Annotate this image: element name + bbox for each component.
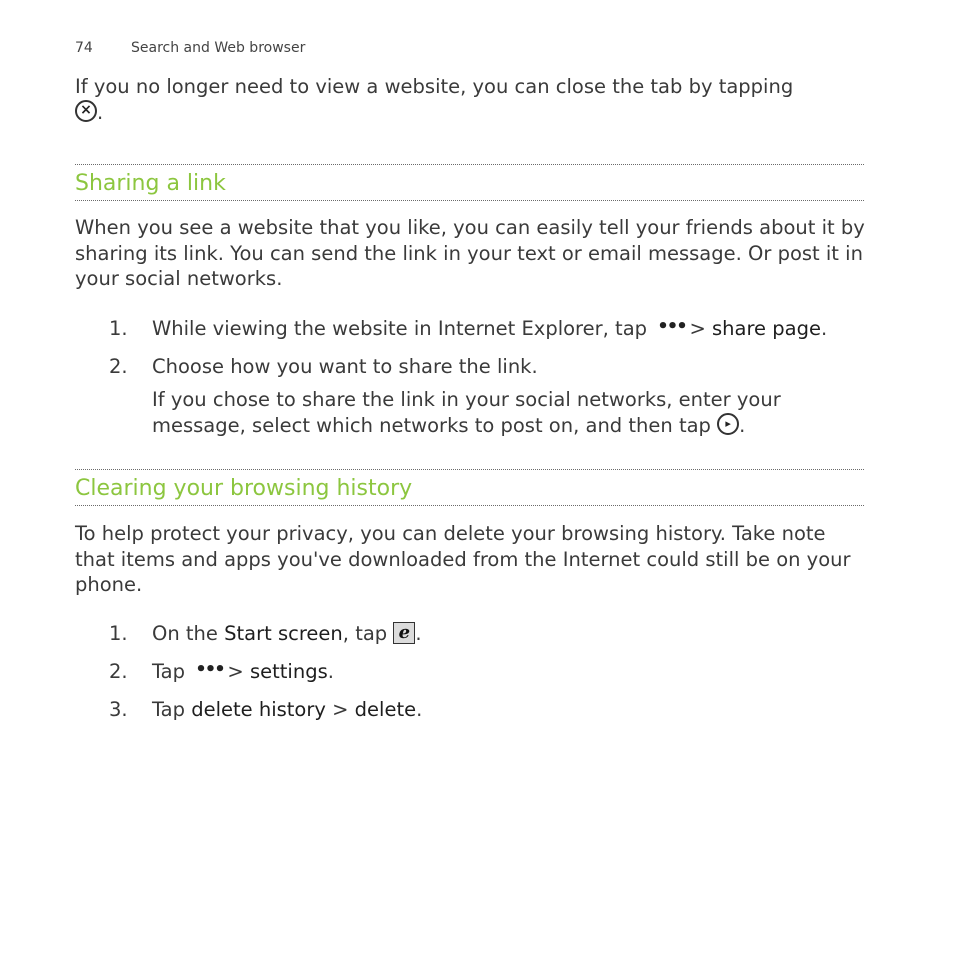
clearing-heading: Clearing your browsing history [75,476,413,501]
sharing-body: When you see a website that you like, you can easily tell your friends about it by sharing its link. You can send the link in your text or email message. Or post it in your social networks. [75,216,865,290]
section-divider-bottom [75,200,864,201]
sharing-heading: Sharing a link [75,171,226,196]
intro-end: . [97,100,104,124]
settings-label: settings [249,660,328,683]
section-title: Search and Web browser [131,40,306,56]
step-number: 1. [109,622,128,645]
send-post-icon: ▸ [717,413,739,435]
step-text: Tap delete history > delete. [152,698,423,721]
delete-history-label: delete history [191,698,326,721]
share-page-label: share page [712,317,821,340]
delete-label: delete [354,698,417,721]
start-screen-label: Start screen [224,622,343,645]
internet-explorer-icon: e [393,622,415,644]
running-head [75,40,305,56]
step-number: 2. [109,355,128,378]
more-dots-icon: ••• [657,316,686,337]
section-divider-bottom [75,505,864,506]
step-text: Tap ••• > settings. [152,659,334,683]
step-number: 2. [109,660,128,683]
step-number: 1. [109,317,128,340]
clearing-body: To help protect your privacy, you can delete your browsing history. Take note that items and apps you've downloaded from the Internet could still be on your phone. [75,522,851,596]
step-text: While viewing the website in Internet Explorer, tap ••• > share page. [152,316,828,340]
step-note: If you chose to share the link in your social networks, enter your message, select which networks to post on, and then tap ▸ . [152,388,781,437]
step-text: Choose how you want to share the link. [152,355,538,378]
step-number: 3. [109,698,128,721]
intro-paragraph [75,74,865,125]
section-divider-top [75,469,864,470]
section-divider-top [75,164,864,165]
step-text: On the Start screen, tap e . [152,621,422,645]
intro-text: If you no longer need to view a website, you can close the tab by tapping [75,75,794,98]
close-tab-icon: × [75,100,97,122]
more-dots-icon: ••• [195,659,224,680]
page-number: 74 [75,40,93,56]
